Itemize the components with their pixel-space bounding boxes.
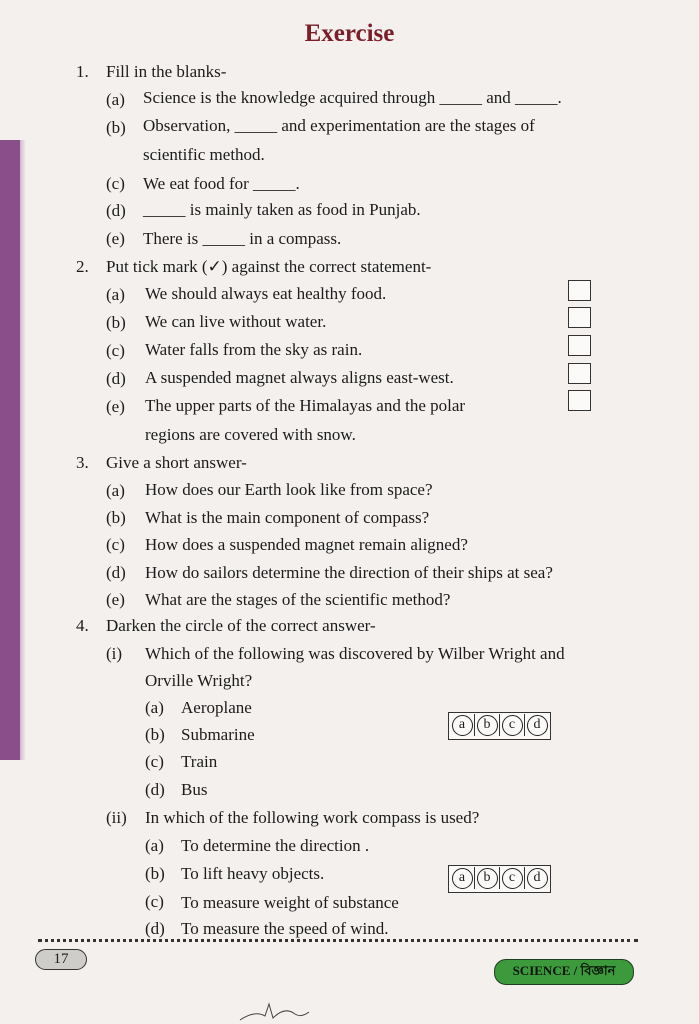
answer-cell-b[interactable] (475, 867, 500, 889)
q3-b-label: (b) (106, 508, 126, 527)
q3-e-label: (e) (106, 590, 125, 609)
q2-e-cont: regions are covered with snow. (145, 425, 356, 444)
answer-cell-d[interactable] (525, 714, 549, 736)
q4-text: Darken the circle of the correct answer- (106, 616, 376, 635)
side-color-tab (0, 140, 20, 760)
q4-i-b-text: Submarine (181, 725, 255, 744)
option-circle-a[interactable]: a (452, 868, 473, 889)
q2-a-text: We should always eat healthy food. (145, 284, 387, 303)
q4-ii-a-text: To determine the direction . (181, 836, 370, 855)
q2-e-label: (e) (106, 397, 125, 416)
q4-i-c-label: (c) (145, 752, 164, 771)
option-circle-b[interactable]: b (477, 715, 498, 736)
q1-c-text: We eat food for _____. (143, 174, 300, 193)
q3-d-label: (d) (106, 563, 126, 582)
q2-text: Put tick mark (✓) against the correct statement- (106, 257, 432, 276)
q4-i-a-label: (a) (145, 698, 164, 717)
q4-i-answer-circles (448, 712, 551, 740)
q2-number: 2. (76, 257, 89, 276)
q1-d-label: (d) (106, 201, 126, 220)
q1-d-text: _____ is mainly taken as food in Punjab. (143, 200, 421, 219)
answer-cell-a[interactable] (450, 867, 475, 889)
answer-cell-c[interactable] (500, 867, 525, 889)
q4-ii-text: In which of the following work compass is used? (145, 808, 480, 827)
q2-d-checkbox[interactable] (568, 363, 591, 384)
q3-a-label: (a) (106, 481, 125, 500)
q4-i-d-label: (d) (145, 780, 165, 799)
q2-b-label: (b) (106, 313, 126, 332)
q4-i-label: (i) (106, 644, 123, 663)
q2-e-checkbox[interactable] (568, 390, 591, 411)
q4-ii-d-label: (d) (145, 919, 165, 938)
q4-number: 4. (76, 616, 89, 635)
option-circle-c[interactable]: c (502, 715, 523, 736)
q4-ii-a-label: (a) (145, 836, 164, 855)
q1-e-label: (e) (106, 229, 125, 248)
q1-text: Fill in the blanks- (106, 62, 227, 81)
option-circle-b[interactable]: b (477, 868, 498, 889)
option-circle-d[interactable]: d (527, 715, 548, 736)
page-title: Exercise (304, 20, 395, 47)
q4-ii-d-text: To measure the speed of wind. (181, 919, 389, 938)
q3-a-text: How does our Earth look like from space? (145, 480, 433, 499)
answer-cell-b[interactable] (475, 714, 500, 736)
subject-badge: SCIENCE / বিজ্ঞান (494, 959, 634, 985)
q1-b-text: Observation, _____ and experimentation are the stages of (143, 116, 535, 135)
q1-a-text: Science is the knowledge acquired through _____ and _____. (143, 88, 562, 107)
q4-i-text: Which of the following was discovered by Wilber Wright and (145, 644, 565, 663)
q1-b-label: (b) (106, 118, 126, 137)
q1-a-label: (a) (106, 90, 125, 109)
pencil-scribble (235, 990, 315, 1024)
q3-b-text: What is the main component of compass? (145, 508, 430, 527)
q4-ii-b-label: (b) (145, 864, 165, 883)
answer-cell-d[interactable] (525, 867, 549, 889)
q3-c-label: (c) (106, 535, 125, 554)
q2-b-text: We can live without water. (145, 312, 327, 331)
q4-ii-c-text: To measure weight of substance (181, 893, 399, 912)
q4-i-cont: Orville Wright? (145, 671, 253, 690)
q2-c-text: Water falls from the sky as rain. (145, 340, 363, 359)
q1-number: 1. (76, 62, 89, 81)
option-circle-d[interactable]: d (527, 868, 548, 889)
q4-i-b-label: (b) (145, 725, 165, 744)
q4-i-c-text: Train (181, 752, 218, 771)
answer-cell-a[interactable] (450, 714, 475, 736)
answer-cell-c[interactable] (500, 714, 525, 736)
q2-a-label: (a) (106, 285, 125, 304)
q2-a-checkbox[interactable] (568, 280, 591, 301)
q3-d-text: How do sailors determine the direction of their ships at sea? (145, 563, 553, 582)
q4-i-d-text: Bus (181, 780, 208, 799)
q2-c-label: (c) (106, 341, 125, 360)
q4-ii-c-label: (c) (145, 892, 164, 911)
option-circle-a[interactable]: a (452, 715, 473, 736)
q4-i-a-text: Aeroplane (181, 698, 252, 717)
q4-ii-answer-circles (448, 865, 551, 893)
q3-text: Give a short answer- (106, 453, 247, 472)
q1-e-text: There is _____ in a compass. (143, 229, 342, 248)
q2-d-label: (d) (106, 369, 126, 388)
footer-divider (38, 939, 638, 942)
q4-ii-label: (ii) (106, 808, 127, 827)
q3-e-text: What are the stages of the scientific method? (145, 590, 451, 609)
q2-e-text: The upper parts of the Himalayas and the polar (145, 396, 466, 415)
q3-number: 3. (76, 453, 89, 472)
side-tab-shadow (20, 140, 26, 760)
q2-c-checkbox[interactable] (568, 335, 591, 356)
q1-c-label: (c) (106, 174, 125, 193)
q3-c-text: How does a suspended magnet remain aligned? (145, 535, 468, 554)
q4-ii-b-text: To lift heavy objects. (181, 864, 325, 883)
q1-b-cont: scientific method. (143, 145, 265, 164)
q2-b-checkbox[interactable] (568, 307, 591, 328)
option-circle-c[interactable]: c (502, 868, 523, 889)
page-number: 17 (35, 949, 87, 970)
q2-d-text: A suspended magnet always aligns east-west. (145, 368, 454, 387)
